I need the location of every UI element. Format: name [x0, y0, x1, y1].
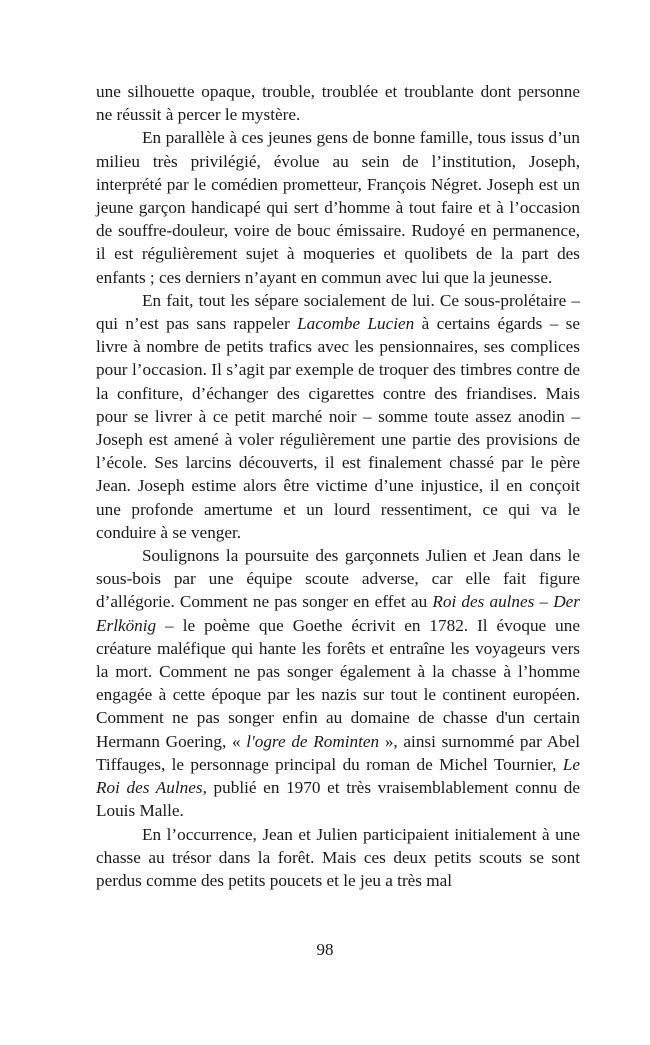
- paragraph-text: En fait, tout les sépare socialement de lui. Ce sous-prolétaire – qui n’est pas sans rappeler: [96, 290, 580, 334]
- italic-title: Lacombe Lucien: [297, 314, 415, 334]
- paragraph-text: à certains égards – se livre à nombre de petits trafics avec les pensionnaires, ses complices pour l’occasion. Il s’agit par exemple de troquer des timbres contre de la confiture, d’échanger des cigarettes contre des friandises. Mais pour se livrer à ce petit marché noir – somme toute assez anodin – Joseph est amené à voler régulièrement une partie des provisions de l’école. Ses larcins découverts, il est finalement chassé par le père Jean. Joseph estime alors être victime d’une injustice, il en conçoit une profonde amertume et un lourd ressentiment, ce qui va le conduire à se venger.: [96, 314, 580, 542]
- paragraph-text: », ainsi surnommé par Abel Tiffauges, le personnage principal du roman de Michel Tournier,: [96, 731, 580, 774]
- body-text: [96, 80, 580, 892]
- paragraph-1: [96, 80, 580, 126]
- paragraph-text: En l’occurrence, Jean et Julien participaient initialement à une chasse au trésor dans la forêt. Mais ces deux petits scouts se sont perdus comme des petits poucets et le jeu a très mal: [96, 824, 580, 890]
- paragraph-text: En parallèle à ces jeunes gens de bonne famille, tous issus d’un milieu très privilégié, évolue au sein de l’institution, Joseph, interprété par le comédien prometteur, François Négret. Joseph est un jeune garçon handicapé qui sert d’homme à tout faire et à l’occasion de souffre-douleur, voire de bouc émissaire. Rudoyé en permanence, il est régulièrement sujet à moqueries et quolibets de la part des enfants ; ces derniers n’ayant en commun avec lui que la jeunesse.: [96, 128, 580, 287]
- paragraph-text: Soulignons la poursuite des garçonnets Julien et Jean dans le sous-bois par une équipe scoute adverse, car elle fait figure d’allégorie. Comment ne pas songer en effet au: [96, 546, 580, 612]
- paragraph-text: – le poème que Goethe écrivit en 1782. Il évoque une créature maléfique qui hante les forêts et entraîne les voyageurs vers la mort. Comment ne pas songer également à la chasse à l’homme engagée à cette époque par les nazis sur tout le continent européen. Comment ne pas songer enfin au domaine de chasse d'un certain Hermann Goering, «: [96, 615, 580, 751]
- paragraph-3: [96, 289, 580, 544]
- page-number: 98: [316, 940, 334, 959]
- italic-title: l'ogre de Rominten: [246, 731, 380, 751]
- paragraph-text: , publié en 1970 et très vraisemblablement connu de Louis Malle.: [96, 778, 581, 821]
- paragraph-5: [96, 823, 580, 893]
- italic-title: Roi des aulnes – Der Erlkönig: [96, 592, 580, 635]
- paragraph-4: [96, 544, 580, 822]
- paragraph-text: une silhouette opaque, trouble, troublée et troublante dont personne ne réussit à percer le mystère.: [96, 82, 580, 125]
- italic-title: Le Roi des Aulnes: [96, 754, 580, 798]
- paragraph-2: [96, 126, 580, 288]
